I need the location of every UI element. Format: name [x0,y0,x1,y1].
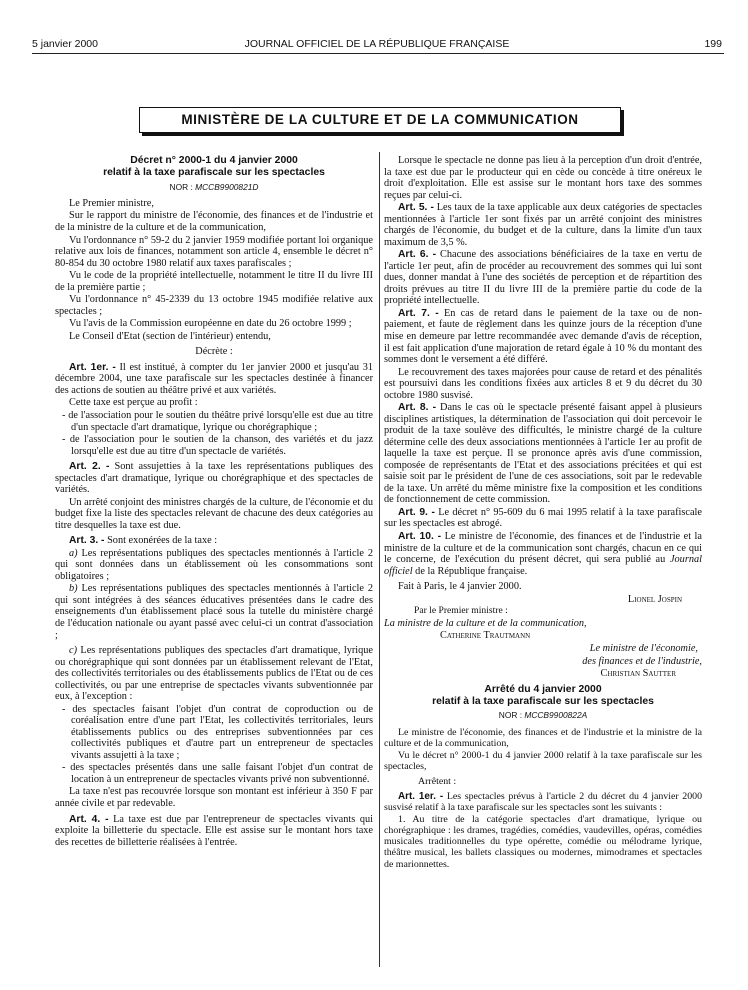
decret-art3-c [55,645,373,703]
ministry-heading: MINISTÈRE DE LA CULTURE ET DE LA COMMUNICATION [139,107,621,133]
decret-art7 [384,308,702,366]
arrete-art1-p2: 1. Au titre de la catégorie spectacles d'art dramatique, lyrique ou chorégraphique : les drames, tragédies, comédies, vaudevilles, opéras, comédies musicales traditionnelles du type opérette, comédie ou mélodrame lyrique, théâtre musical, les ballets classiques ou modernes, mimodrames et spectacles de marionnettes. [384,814,702,870]
arrete-nor [384,711,702,720]
art7-text: En cas de retard dans le paiement de la taxe ou de non-paiement, et faute de règlement dans les quinze jours de la réception d'une mise en demeure par lettre recommandée avec demande d'avis de réception, il est fait application d'une majoration de retard égale à 10 % du montant des sommes dont le versement a été différé. [384,307,703,366]
decret-title-line2: relatif à la taxe parafiscale sur les spectacles [103,167,325,179]
arrete-p1: Le ministre de l'économie, des finances et de l'industrie et la ministre de la culture et de la communication, [384,726,702,749]
art5-text: Les taux de la taxe applicable aux deux catégories de spectacles mentionnées à l'article 1er sont fixés par un arrêté conjoint des ministres chargés de l'économie, du budget et de la culture, dans la limite d'un taux maximum de 3,5 %. [384,202,702,248]
decret-art9 [384,507,702,530]
right-column [384,155,702,871]
decret-r-p1: Lorsque le spectacle ne donne pas lieu à la perception d'un droit d'entrée, la taxe est due par le producteur qui en cède ou concède à titre onéreux le droit d'exploitation. Elle est assise sur le montant hors taxe des sommes reçues par celui-ci. [384,155,702,201]
ministre-eco-title2: des finances et de l'industrie, [582,655,702,667]
decret-p5: Vu l'ordonnance n° 45-2339 du 13 octobre 1945 modifiée relative aux spectacles ; [55,294,373,317]
art1-label: Art. 1er. - [69,361,116,373]
signature-sautter: Christian Sautter [600,668,676,680]
decret-art1-bullet1: - de l'association pour le soutien du théâtre privé lorsqu'elle est due au titre d'un spectacle d'art dramatique, lyrique ou chorégraphique ; [62,409,373,433]
art10-label: Art. 10. - [398,531,442,542]
decret-art3-c-bullet2: - des spectacles présentés dans une salle faisant l'objet d'un contrat de location à un entrepreneur de spectacles vivants privé non subventionné. [62,762,373,785]
art2-text: Sont assujetties à la taxe les représentations publiques des spectacles d'art dramatique, lyrique ou chorégraphique et des spectacles de variétés. [55,461,373,496]
art6-label: Art. 6. - [398,249,437,261]
decret-art6 [384,249,702,307]
page-header [32,38,722,52]
decret-p2: Sur le rapport du ministre de l'économie, des finances et de l'industrie et de la ministre de la culture et de la communication, [55,210,373,233]
decret-p7: Le Conseil d'Etat (section de l'intérieur) entendu, [69,330,271,342]
decret-art3-a [55,548,373,583]
art3-a-label: a) [69,547,78,559]
decret-art2 [55,461,373,496]
art3-b-label: b) [69,583,78,595]
decret-p1: Le Premier ministre, [69,197,154,209]
decret-art1 [55,362,373,397]
decret-art3 [55,535,373,547]
art8-label: Art. 8. - [398,402,437,414]
header-journal-title: JOURNAL OFFICIEL DE LA RÉPUBLIQUE FRANÇAISE [244,38,510,50]
decret-p4: Vu le code de la propriété intellectuelle, notamment le titre II du livre III de la première partie ; [55,270,373,293]
decret-art8 [384,402,702,506]
decret-art7-p2: Le recouvrement des taxes majorées pour cause de retard et des pénalités est poursuivi dans les conditions fixées aux articles 8 et 9 du décret du 30 octobre 1980 susvisé. [384,366,702,401]
art5-label: Art. 5. - [398,202,434,214]
decret-art4 [55,814,373,849]
decret-p3: Vu l'ordonnance n° 59-2 du 2 janvier 1959 modifiée portant loi organique relative aux lois de finances, notamment son article 4, ensemble le décret n° 80-854 du 30 octobre 1980 relatif aux taxes parafiscales ; [55,234,373,269]
decret-fait: Fait à Paris, le 4 janvier 2000. [398,581,522,593]
decret-decrete: Décrète : [195,346,233,358]
arrete-art1 [384,791,702,813]
decret-art1-bullet2: - de l'association pour le soutien de la chanson, des variétés et du jazz lorsqu'elle est due au titre d'un spectacle de variétés. [62,434,373,457]
ministre-culture-title: La ministre de la culture et de la communication, [384,617,587,629]
arrete-p2: Vu le décret n° 2000-1 du 4 janvier 2000 relatif à la taxe parafiscale sur les spectacles, [384,749,702,772]
art4-label: Art. 4. - [69,813,109,825]
art3-b-text: Les représentations publiques des spectacles mentionnés à l'article 2 qui sont intégrées à des séances éducatives présentées dans le cadre des enseignements d'un établissement placé sous la tutelle du ministère chargé de l'éducation nationale ou ayant passé avec celui-ci un contrat d'association ; [55,583,373,641]
arrete-title-line2: relatif à la taxe parafiscale sur les spectacles [432,695,654,707]
header-page-number: 199 [704,38,722,50]
decret-art3-c-bullet1: - des spectacles faisant l'objet d'un contrat de coproduction ou de coréalisation entre d'une part l'Etat, les collectivités territoriales, leurs établissements publics ou des entreprises subventionnées par ces collectivités publiques et d'autre part un entrepreneur de spectacles vivants assujetti à la taxe ; [62,703,373,761]
decret-art3-end: La taxe n'est pas recouvrée lorsque son montant est inférieur à 350 F par année civile et par redevable. [55,786,373,809]
art1-text: Il est institué, à compter du 1er janvier 2000 et jusqu'au 31 décembre 2004, une taxe parafiscale sur les spectacles destinée à financer des actions de soutien au théâtre privé et aux variétés. [55,361,374,396]
arrete-arretent: Arrêtent : [418,775,457,787]
decret-art5 [384,202,702,248]
column-divider [379,152,380,967]
art10-text-a: Le ministre de l'économie, des finances et de l'industrie et la ministre de la culture et de la communication sont chargés, chacun en ce qui le concerne, de l'exécution du présent décret, qui sera publié au [384,531,702,566]
art8-text: Dans le cas où le spectacle présenté faisant appel à plusieurs disciplines artistiques, la détermination de l'association qui doit percevoir le produit de la taxe soulève des difficultés, le ministre chargé de la culture détermine celle des deux associations mentionnées à l'article 1er au profit de laquelle la taxe est perçue. Il se prononce après avis d'une commission, composée de représentants de l'Etat et des associations précitées et qui est saisie soit par le président de l'une de ces associations, soit par le redevable de la taxe. Un arrêté du même ministre fixe la composition et les conditions de fonctionnement de cette commission. [384,402,702,506]
ministre-eco-title1: Le ministre de l'économie, [589,642,698,654]
decret-p6: Vu l'avis de la Commission européenne en date du 26 octobre 1999 ; [69,318,352,330]
art2-label: Art. 2. - [69,461,110,473]
art4-text: La taxe est due par l'entrepreneur de spectacles vivants qui exploite la billetterie du spectacle. Elle est assise sur le montant hors taxe des recettes de billetterie réalisées à l'entrée. [55,813,373,848]
decret-art2-p2: Un arrêté conjoint des ministres chargés de la culture, de l'économie et du budget fixe la liste des spectacles relevant de chacune des deux catégories au titre desquelles la taxe est due. [55,496,373,531]
art6-text: Chacune des associations bénéficiaires de la taxe en vertu de l'article 1er peut, afin de procéder au recouvrement des sommes qui lui sont dues, donner mandat à l'une des sociétés de perception et de répartition des droits prévues au titre II du livre III de la première partie du code de la propriété intellectuelle. [384,249,702,307]
arrete-art1-label: Art. 1er. - [398,790,444,802]
art3-a-text: Les représentations publiques des spectacles mentionnés à l'article 2 qui sont données dans un établissement où les consommations sont obligatoires ; [55,547,373,582]
art3-label: Art. 3. - [69,535,105,547]
art9-text: Le décret n° 95-609 du 6 mai 1995 relatif à la taxe parafiscale sur les spectacles est abrogé. [384,506,702,530]
left-column [55,155,373,849]
decret-art1-p2: Cette taxe est perçue au profit : [69,397,198,409]
par-premier-ministre: Par le Premier ministre : [414,605,508,617]
decret-nor [55,183,373,192]
art9-label: Art. 9. - [398,506,435,518]
art3-c-text: Les représentations publiques des spectacles d'art dramatique, lyrique ou chorégraphique qui sont données par un établissement relevant de l'Etat, des collectivités territoriales ou des établissements publics de l'Etat ou de ces collectivités, ou par une entreprise de spectacles vivants subventionnée par eux, à l'exception : [55,645,373,703]
header-date: 5 janvier 2000 [32,38,98,50]
art10-journal-officiel: Journal officiel [384,554,702,577]
header-rule [32,53,724,54]
art3-c-label: c) [69,645,77,657]
art10-text-b: de la République française. [412,565,528,577]
decret-title-line1: Décret n° 2000-1 du 4 janvier 2000 [130,155,298,166]
decret-art10 [384,531,702,577]
nor-code: MCCB9900821D [195,181,259,192]
nor-label: NOR : [169,181,193,192]
signature-jospin: Lionel Jospin [627,593,682,605]
art7-label: Art. 7. - [398,307,439,319]
decret-art3-b [55,583,373,641]
arrete-art1-text: Les spectacles prévus à l'article 2 du décret du 4 janvier 2000 susvisé relatif à la taxe parafiscale sur les spectacles sont les suivants : [384,790,703,814]
arrete-title-line1: Arrêté du 4 janvier 2000 [484,683,602,695]
art3-text: Sont exonérées de la taxe : [107,535,218,547]
signature-trautmann: Catherine Trautmann [440,630,531,642]
arrete-nor-code: MCCB9900822A [524,710,588,721]
arrete-nor-label: NOR : [498,710,523,721]
